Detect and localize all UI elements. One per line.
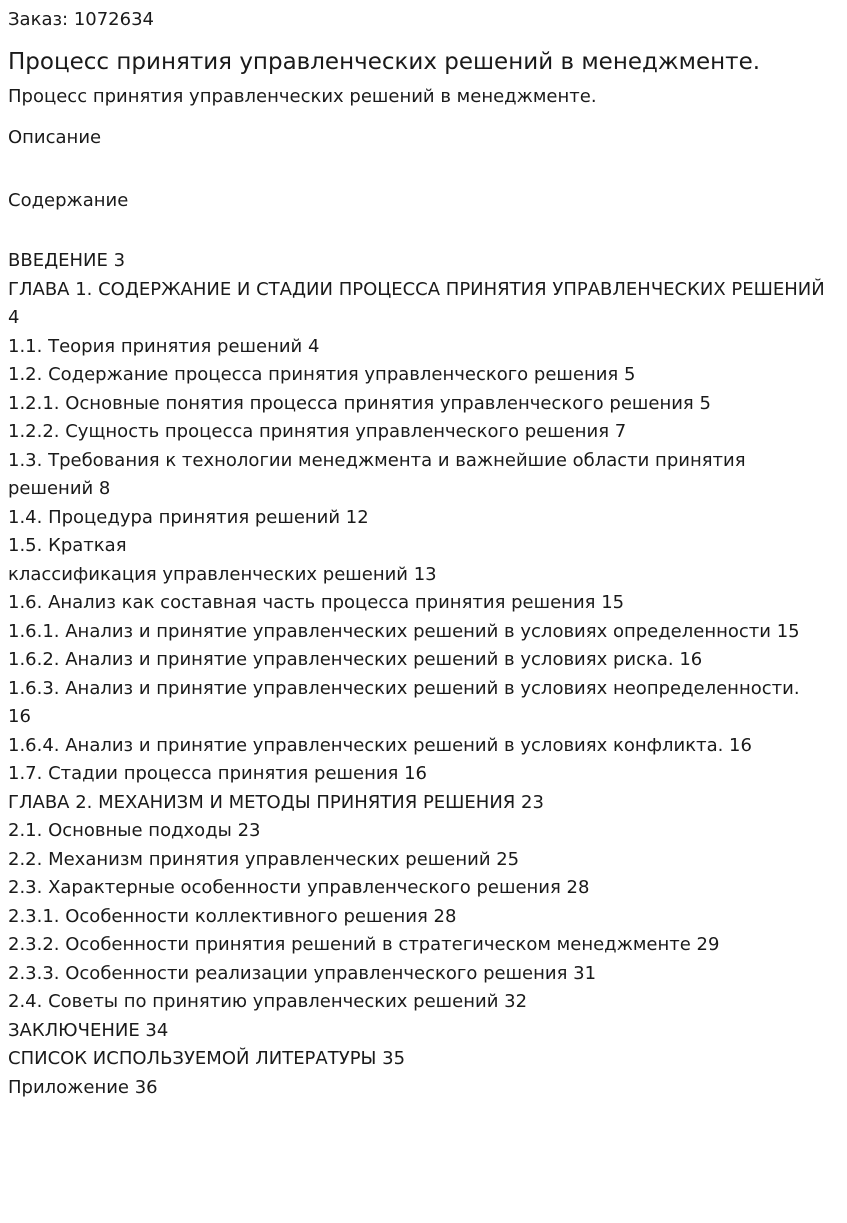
toc-item: 2.3. Характерные особенности управленческого решения 28 (8, 877, 590, 898)
toc-item: 1.2.2. Сущность процесса принятия управленческого решения 7 (8, 421, 627, 442)
description-label: Описание (8, 127, 102, 148)
toc-item: ВВЕДЕНИЕ 3 (8, 250, 126, 271)
toc-item: 1.6.1. Анализ и принятие управленческих решений в условиях определенности 15 (8, 620, 800, 642)
toc-item: 1.1. Теория принятия решений 4 (8, 335, 320, 357)
table-of-contents (8, 247, 828, 1102)
toc-item: СПИСОК ИСПОЛЬЗУЕМОЙ ЛИТЕРАТУРЫ 35 (8, 1048, 406, 1069)
toc-item: 2.3.3. Особенности реализации управленческого решения 31 (8, 962, 597, 984)
toc-item: 1.5. Краткая (8, 535, 127, 556)
toc-heading: Содержание (8, 190, 129, 211)
toc-item: 1.3. Требования к технологии менеджмента и важнейшие области принятия решений 8 (8, 449, 746, 499)
toc-item: классификация управленческих решений 13 (8, 563, 437, 585)
toc-item: 1.2.1. Основные понятия процесса принятия управленческого решения 5 (8, 392, 711, 414)
toc-item: 2.1. Основные подходы 23 (8, 820, 261, 841)
toc-item: 1.2. Содержание процесса принятия управленческого решения 5 (8, 364, 636, 385)
toc-item: 2.3.2. Особенности принятия решений в стратегическом менеджменте 29 (8, 934, 720, 955)
toc-item: Приложение 36 (8, 1076, 158, 1098)
toc-item: 1.6.3. Анализ и принятие управленческих решений в условиях неопределенности. 16 (8, 677, 800, 727)
order-number: Заказ: 1072634 (8, 9, 154, 30)
toc-item: 1.6. Анализ как составная часть процесса принятия решения 15 (8, 592, 625, 613)
toc-item: 1.4. Процедура принятия решений 12 (8, 506, 369, 528)
toc-item: 2.3.1. Особенности коллективного решения 28 (8, 905, 457, 927)
toc-item: ГЛАВА 2. МЕХАНИЗМ И МЕТОДЫ ПРИНЯТИЯ РЕШЕНИЯ 23 (8, 791, 544, 813)
toc-item: ГЛАВА 1. СОДЕРЖАНИЕ И СТАДИИ ПРОЦЕССА ПРИНЯТИЯ УПРАВЛЕНЧЕСКИХ РЕШЕНИЙ 4 (8, 278, 825, 328)
toc-item: 1.6.4. Анализ и принятие управленческих решений в условиях конфликта. 16 (8, 734, 752, 756)
toc-item: 2.4. Советы по принятию управленческих решений 32 (8, 991, 528, 1012)
page-title: Процесс принятия управленческих решений в менеджменте. (8, 49, 761, 75)
toc-item: ЗАКЛЮЧЕНИЕ 34 (8, 1019, 169, 1041)
toc-item: 1.7. Стадии процесса принятия решения 16 (8, 763, 427, 784)
toc-item: 2.2. Механизм принятия управленческих решений 25 (8, 848, 520, 870)
toc-item: 1.6.2. Анализ и принятие управленческих решений в условиях риска. 16 (8, 649, 703, 670)
page-subtitle: Процесс принятия управленческих решений в менеджменте. (8, 86, 597, 107)
